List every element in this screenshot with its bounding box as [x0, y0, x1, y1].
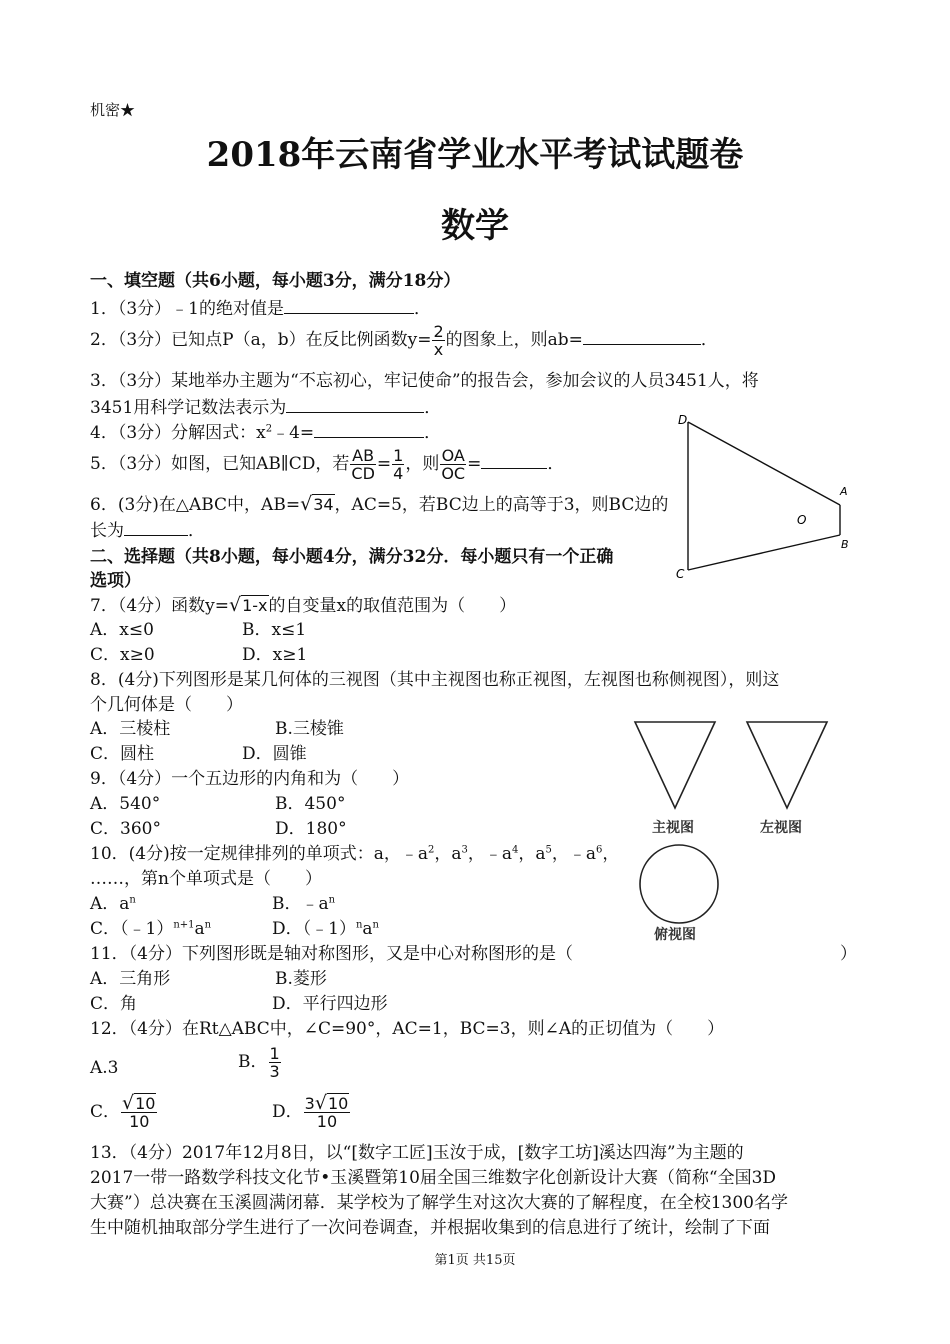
- answer-blank: [124, 519, 188, 536]
- fraction-oa-oc: [440, 447, 466, 482]
- q12-option-a: A.3: [90, 1058, 119, 1078]
- q12-option-d: [272, 1092, 351, 1131]
- q9-option-b: B．450°: [275, 794, 346, 814]
- page-footer: 第1页 共15页: [434, 1253, 516, 1268]
- left-view-triangle: [747, 722, 827, 808]
- q9-option-c: C．360°: [90, 819, 161, 839]
- opt-text: B．﹣a: [272, 894, 329, 914]
- q10-option-a: [90, 893, 136, 915]
- frac-num: 1: [393, 446, 404, 465]
- sup: 6: [596, 844, 603, 856]
- answer-blank: [583, 328, 701, 345]
- q7-option-b: B．x≤1: [242, 620, 307, 640]
- section-choice-heading-line2: 选项）: [90, 571, 141, 591]
- question-13-line4: 生中随机抽取部分学生进行了一次问卷调查，并根据收集到的信息进行了统计，绘制了下面: [90, 1218, 770, 1238]
- confidential-mark: 机密★: [90, 101, 136, 119]
- opt-text: B．: [238, 1052, 268, 1072]
- sup: 4: [512, 844, 519, 856]
- q10-term: ，a: [518, 844, 546, 864]
- top-view-circle: [640, 845, 718, 923]
- question-7: [90, 594, 516, 617]
- opt-text: A．a: [90, 894, 130, 914]
- q10-term: ，﹣a: [551, 844, 597, 864]
- label-D: D: [678, 413, 688, 427]
- q7-pre: 7．（4分）函数y=: [90, 596, 229, 616]
- question-12: 12．（4分）在Rt△ABC中，∠C=90°，AC=1，BC=3，则∠A的正切值为（ ）: [90, 1019, 725, 1039]
- q12-option-b: [238, 1045, 282, 1080]
- answer-blank: [481, 452, 547, 469]
- fraction-one-third: [269, 1045, 281, 1080]
- opt-text: C．: [90, 1102, 121, 1122]
- frac-num: AB: [352, 446, 375, 465]
- opt-text: D．（﹣1）: [272, 919, 356, 939]
- q7-option-a: A．x≤0: [90, 620, 154, 640]
- question-3-line2: [90, 396, 441, 419]
- frac-num: OA: [441, 446, 465, 465]
- fraction-3sqrt10-over-10: [304, 1092, 351, 1131]
- front-view-label: 主视图: [652, 820, 694, 836]
- q5-pre: 5．（3分）如图，已知AB∥CD，若: [90, 454, 350, 474]
- sup: n: [204, 919, 212, 931]
- q6-pre: 6．(3分)在△ABC中，AB=: [90, 495, 301, 515]
- q11-option-b: B.菱形: [275, 969, 327, 989]
- opt-tail: a: [194, 919, 205, 939]
- q10-option-c: [90, 918, 211, 940]
- opt-text: D．: [272, 1102, 303, 1122]
- section-choice-heading-line1: 二、选择题（共8小题，每小题4分，满分32分．每小题只有一个正确: [90, 547, 614, 567]
- q10-option-d: [272, 918, 379, 940]
- q2-pre: 2．（3分）已知点P（a，b）在反比例函数y=: [90, 330, 432, 350]
- radicand: 1-x: [242, 596, 268, 615]
- q10-option-b: [272, 893, 335, 915]
- frac-den: CD: [351, 464, 375, 483]
- fraction-one-quarter: [392, 447, 404, 482]
- frac-den: 10: [316, 1112, 338, 1131]
- question-11: 11．（4分）下列图形既是轴对称图形，又是中心对称图形的是（: [90, 944, 573, 964]
- question-3-line1: 3．（3分）某地举办主题为“不忘初心，牢记使命”的报告会，参加会议的人员3451人，将: [90, 371, 759, 391]
- question-10-line2: ……，第n个单项式是（ ）: [90, 869, 322, 889]
- top-view-label: 俯视图: [654, 927, 696, 943]
- q7-option-c: C．x≥0: [90, 645, 155, 665]
- q6-end: ．: [188, 521, 205, 541]
- frac-num: 2: [433, 322, 444, 341]
- q10-term: ，﹣a: [467, 844, 513, 864]
- sup: n+1: [173, 919, 195, 931]
- frac-den: 3: [269, 1062, 280, 1081]
- three-views-figure: [625, 715, 835, 950]
- frac-num: 3√10: [304, 1092, 349, 1114]
- label-A: A: [840, 485, 848, 498]
- q6-line2: 长为: [90, 521, 124, 541]
- q9-option-a: A．540°: [90, 794, 161, 814]
- q4-end: ．: [424, 423, 442, 443]
- front-view-triangle: [635, 722, 715, 808]
- question-11-close: ）: [840, 944, 857, 964]
- frac-den: 10: [129, 1112, 150, 1131]
- sup: n: [129, 894, 136, 906]
- section-fill-blank-heading: 一、填空题（共6小题，每小题3分，满分18分）: [90, 271, 461, 291]
- question-6-line1: [90, 493, 668, 516]
- radical-34: √34: [300, 493, 334, 515]
- q7-post: 的自变量x的取值范围为（ ）: [268, 596, 517, 616]
- frac-num: 1: [269, 1044, 280, 1063]
- question-2: [90, 323, 718, 358]
- q1-text: 1．（3分）﹣1的绝对值是: [90, 299, 284, 319]
- q11-option-a: A．三角形: [90, 969, 171, 989]
- question-8-line1: 8．(4分)下列图形是某几何体的三视图（其中主视图也称正视图，左视图也称侧视图），则这: [90, 670, 780, 690]
- answer-blank: [314, 421, 424, 438]
- question-13-line3: 大赛”）总决赛在玉溪圆满闭幕．某学校为了解学生对这次大赛的了解程度，在全校1300名学: [90, 1193, 788, 1213]
- q2-post: 的图象上，则ab=: [445, 330, 583, 350]
- q8-option-b: B.三棱锥: [275, 719, 344, 739]
- q11-option-d: D．平行四边形: [272, 994, 388, 1014]
- opt-text: C．（﹣1）: [90, 919, 174, 939]
- question-4: [90, 421, 441, 444]
- fraction-2-over-x: [432, 323, 444, 358]
- sup: n: [372, 919, 379, 931]
- label-C: C: [676, 567, 685, 581]
- question-13-line2: 2017一带一路数学科技文化节•玉溪暨第10届全国三维数字化创新设计大赛（简称“全国3D: [90, 1168, 777, 1188]
- radicand: 10: [327, 1094, 349, 1113]
- frac-num: √10: [122, 1092, 156, 1114]
- label-B: B: [841, 538, 849, 551]
- opt-tail: a: [362, 919, 373, 939]
- radicand: 34: [313, 495, 334, 514]
- fraction-sqrt10-over-10: [121, 1092, 157, 1131]
- q12-option-c: [90, 1092, 158, 1131]
- radical-1-minus-x: √1-x: [228, 594, 268, 616]
- sup: 3: [461, 844, 468, 856]
- q8-option-d: D．圆锥: [242, 744, 307, 764]
- page-title: 2018年云南省学业水平考试试题卷: [206, 135, 744, 175]
- fraction-ab-cd: [350, 447, 376, 482]
- q4-pre: 4．（3分）分解因式：x: [90, 423, 266, 443]
- sup: 2: [427, 844, 435, 856]
- q8-option-c: C．圆柱: [90, 744, 155, 764]
- question-8-line2: 个几何体是（ ）: [90, 695, 243, 715]
- label-O: O: [797, 513, 807, 527]
- left-view-label: 左视图: [760, 820, 802, 836]
- question-5: [90, 447, 564, 482]
- q6-post: ，AC=5，若BC边上的高等于3，则BC边的: [334, 495, 669, 515]
- q3-end: ．: [424, 398, 442, 418]
- q5-post: =: [467, 454, 482, 474]
- segment-CB: [688, 535, 840, 570]
- q10-term: ，a: [434, 844, 462, 864]
- answer-blank: [284, 297, 414, 314]
- geometry-figure: [670, 410, 860, 585]
- q8-option-a: A．三棱柱: [90, 719, 171, 739]
- q4-post: ﹣4=: [272, 423, 315, 443]
- q5-end: ．: [547, 454, 565, 474]
- frac-den: OC: [441, 464, 466, 483]
- q7-option-d: D．x≥1: [242, 645, 308, 665]
- q10-pre: 10．(4分)按一定规律排列的单项式：a，﹣a: [90, 844, 428, 864]
- sup: n: [328, 894, 336, 906]
- q1-end: ．: [413, 299, 431, 319]
- q3-text: 3451用科学记数法表示为: [90, 398, 287, 418]
- sup: 5: [545, 844, 552, 856]
- subject-title: 数学: [441, 206, 509, 246]
- q2-end: ．: [700, 330, 718, 350]
- question-1: [90, 297, 431, 320]
- segment-DA: [688, 422, 840, 505]
- q4-sup: 2: [265, 423, 273, 435]
- coef: 3: [304, 1094, 315, 1113]
- question-9: 9．（4分）一个五边形的内角和为（ ）: [90, 769, 410, 789]
- q10-term: ，: [602, 844, 620, 864]
- q5-eq: =: [376, 454, 392, 474]
- q11-option-c: C．角: [90, 994, 138, 1014]
- frac-den: 4: [393, 464, 404, 483]
- q5-mid: ，则: [405, 454, 440, 474]
- radicand: 10: [135, 1094, 156, 1113]
- q9-option-d: D．180°: [275, 819, 347, 839]
- question-10-line1: [90, 843, 619, 865]
- question-13-line1: 13．（4分）2017年12月8日，以“[数字工匠]玉汝于成，[数字工坊]溪达四海”为主题的: [90, 1143, 744, 1163]
- answer-blank: [286, 396, 424, 413]
- question-6-line2: [90, 519, 205, 542]
- sup: n: [355, 919, 363, 931]
- frac-den: x: [433, 340, 444, 359]
